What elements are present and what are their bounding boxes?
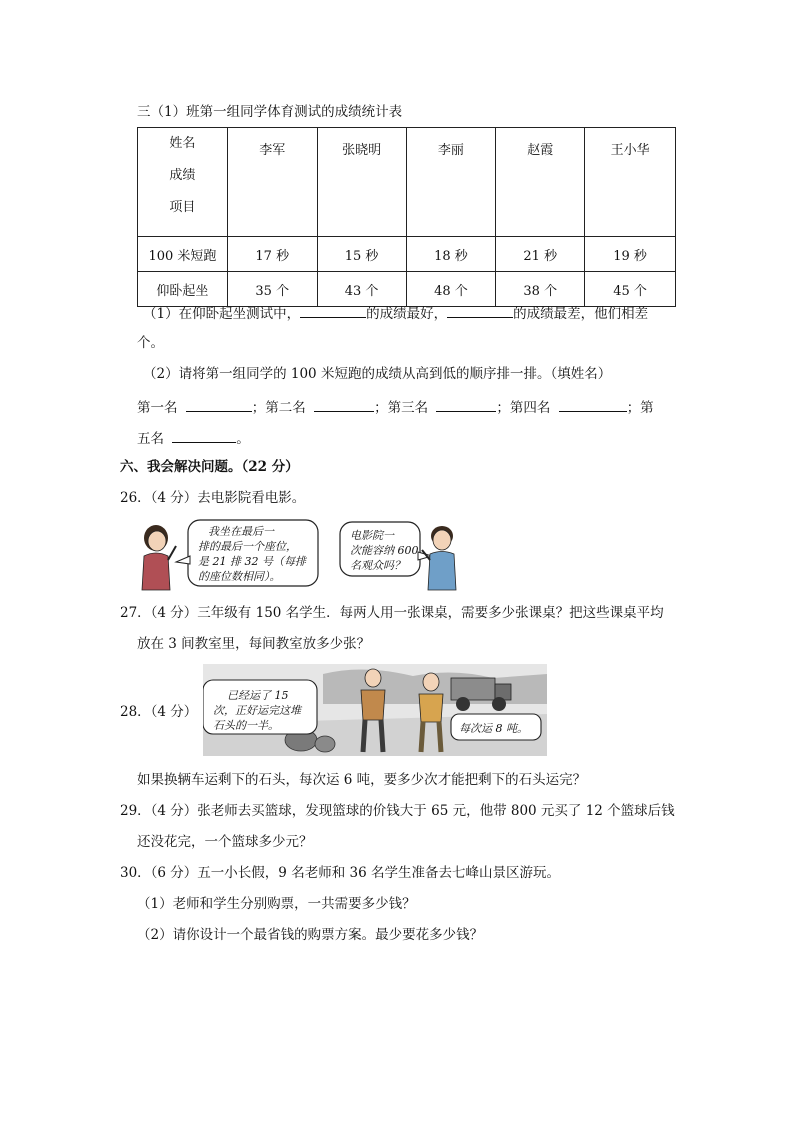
question-29-line-2: 还没花完，一个篮球多少元？ xyxy=(137,834,313,850)
student-name-cell: 张晓明 xyxy=(317,128,406,237)
bubble-line: 电影院一 xyxy=(350,529,394,542)
table-row-sprint xyxy=(138,237,676,272)
item-cell: 100 米短跑 xyxy=(138,237,228,272)
question-2-prompt: （2）请将第一组同学的 100 米短跑的成绩从高到低的顺序排一排。（填姓名） xyxy=(143,366,612,382)
question-28-text: 如果换辆车运剩下的石头，每次运 6 吨，要多少次才能把剩下的石头运完？ xyxy=(137,772,587,788)
score-cell: 17 秒 xyxy=(227,237,317,272)
bubble-line: 排的最后一个座位， xyxy=(198,540,297,553)
question-1-text-a: （1）在仰卧起坐测试中， xyxy=(143,306,301,322)
header-corner-cell xyxy=(138,128,228,237)
bubble-line: 次，正好运完这堆 xyxy=(213,704,301,717)
left-bubble-text xyxy=(213,688,317,733)
score-cell: 38 个 xyxy=(496,272,585,307)
table-caption: 三（1）班第一组同学体育测试的成绩统计表 xyxy=(137,104,403,120)
header-label-item: 项目 xyxy=(169,200,196,215)
bubble-line: 我坐在最后一 xyxy=(208,525,274,538)
question-27-line-2: 放在 3 间教室里，每间教室放多少张？ xyxy=(137,636,371,652)
rank-label: 五名 xyxy=(137,431,164,447)
rank-4-blank[interactable] xyxy=(559,399,627,412)
answer-blank[interactable] xyxy=(300,305,366,318)
score-cell: 48 个 xyxy=(406,272,496,307)
right-bubble-text: 每次运 8 吨。 xyxy=(459,722,528,735)
student-name-cell: 李军 xyxy=(227,128,317,237)
question-1-text-c: 的成绩最差，他们相差 xyxy=(513,306,649,322)
question-28-label: 28．（4 分） xyxy=(120,704,198,720)
section-6-title: 六、我会解决问题。（22 分） xyxy=(120,459,299,475)
bubble-line: 是 21 排 32 号（每排 xyxy=(198,555,306,568)
rank-end: 。 xyxy=(236,431,250,447)
student-name-cell: 王小华 xyxy=(585,128,676,237)
question-1-line-1 xyxy=(143,305,648,322)
bubble-line: 次能容纳 600 xyxy=(350,544,419,557)
question-29-line-1: 29．（4 分）张老师去买篮球，发现篮球的价钱大于 65 元，他带 800 元买了 12 个篮球后钱 xyxy=(120,803,675,819)
question-30-line-1: 30．（6 分）五一小长假，9 名老师和 36 名学生准备去七峰山景区游玩。 xyxy=(120,865,560,881)
rank-label: 第一名 xyxy=(137,400,178,416)
rank-1-blank[interactable] xyxy=(186,399,252,412)
rank-label: ；第四名 xyxy=(496,400,551,416)
rank-label: ；第三名 xyxy=(374,400,429,416)
ranking-line-2 xyxy=(137,430,250,447)
score-cell: 43 个 xyxy=(317,272,406,307)
question-1-text-b: 的成绩最好， xyxy=(366,306,448,322)
rank-2-blank[interactable] xyxy=(314,399,374,412)
boy-figure xyxy=(422,526,456,590)
score-table xyxy=(137,127,676,307)
header-label-score: 成绩 xyxy=(169,168,196,183)
left-bubble-text xyxy=(198,524,316,584)
score-cell: 15 秒 xyxy=(317,237,406,272)
question-30-sub-1: （1）老师和学生分别购票，一共需要多少钱？ xyxy=(137,896,416,912)
bubble-line: 名观众吗？ xyxy=(350,559,405,572)
cinema-illustration xyxy=(136,516,462,592)
girl-figure xyxy=(142,525,176,590)
item-cell: 仰卧起坐 xyxy=(138,272,228,307)
score-cell: 21 秒 xyxy=(496,237,585,272)
ranking-line xyxy=(137,399,654,416)
rank-label: ；第二名 xyxy=(251,400,306,416)
question-30-sub-2: （2）请你设计一个最省钱的购票方案。最少要花多少钱？ xyxy=(137,927,484,943)
rank-5-blank[interactable] xyxy=(172,430,236,443)
table-row-situps xyxy=(138,272,676,307)
rank-label: ；第 xyxy=(626,400,654,416)
score-cell: 18 秒 xyxy=(406,237,496,272)
right-bubble-text xyxy=(350,528,420,573)
score-cell: 45 个 xyxy=(585,272,676,307)
question-26: 26．（4 分）去电影院看电影。 xyxy=(120,490,306,506)
bubble-line: 的座位数相同）。 xyxy=(198,570,281,583)
table-header-row xyxy=(138,128,676,237)
bubble-line: 石头的一半。 xyxy=(213,719,279,732)
student-name-cell: 李丽 xyxy=(406,128,496,237)
bubble-line: 已经运了 15 xyxy=(227,689,289,702)
student-name-cell: 赵霞 xyxy=(496,128,585,237)
question-1-line-2: 个。 xyxy=(137,335,164,351)
score-cell: 35 个 xyxy=(227,272,317,307)
score-cell: 19 秒 xyxy=(585,237,676,272)
header-label-name: 姓名 xyxy=(169,136,196,151)
rank-3-blank[interactable] xyxy=(436,399,496,412)
answer-blank[interactable] xyxy=(447,305,513,318)
truck-illustration xyxy=(203,664,547,756)
question-27-line-1: 27．（4 分）三年级有 150 名学生．每两人用一张课桌，需要多少张课桌？把这些课桌平均 xyxy=(120,605,664,621)
